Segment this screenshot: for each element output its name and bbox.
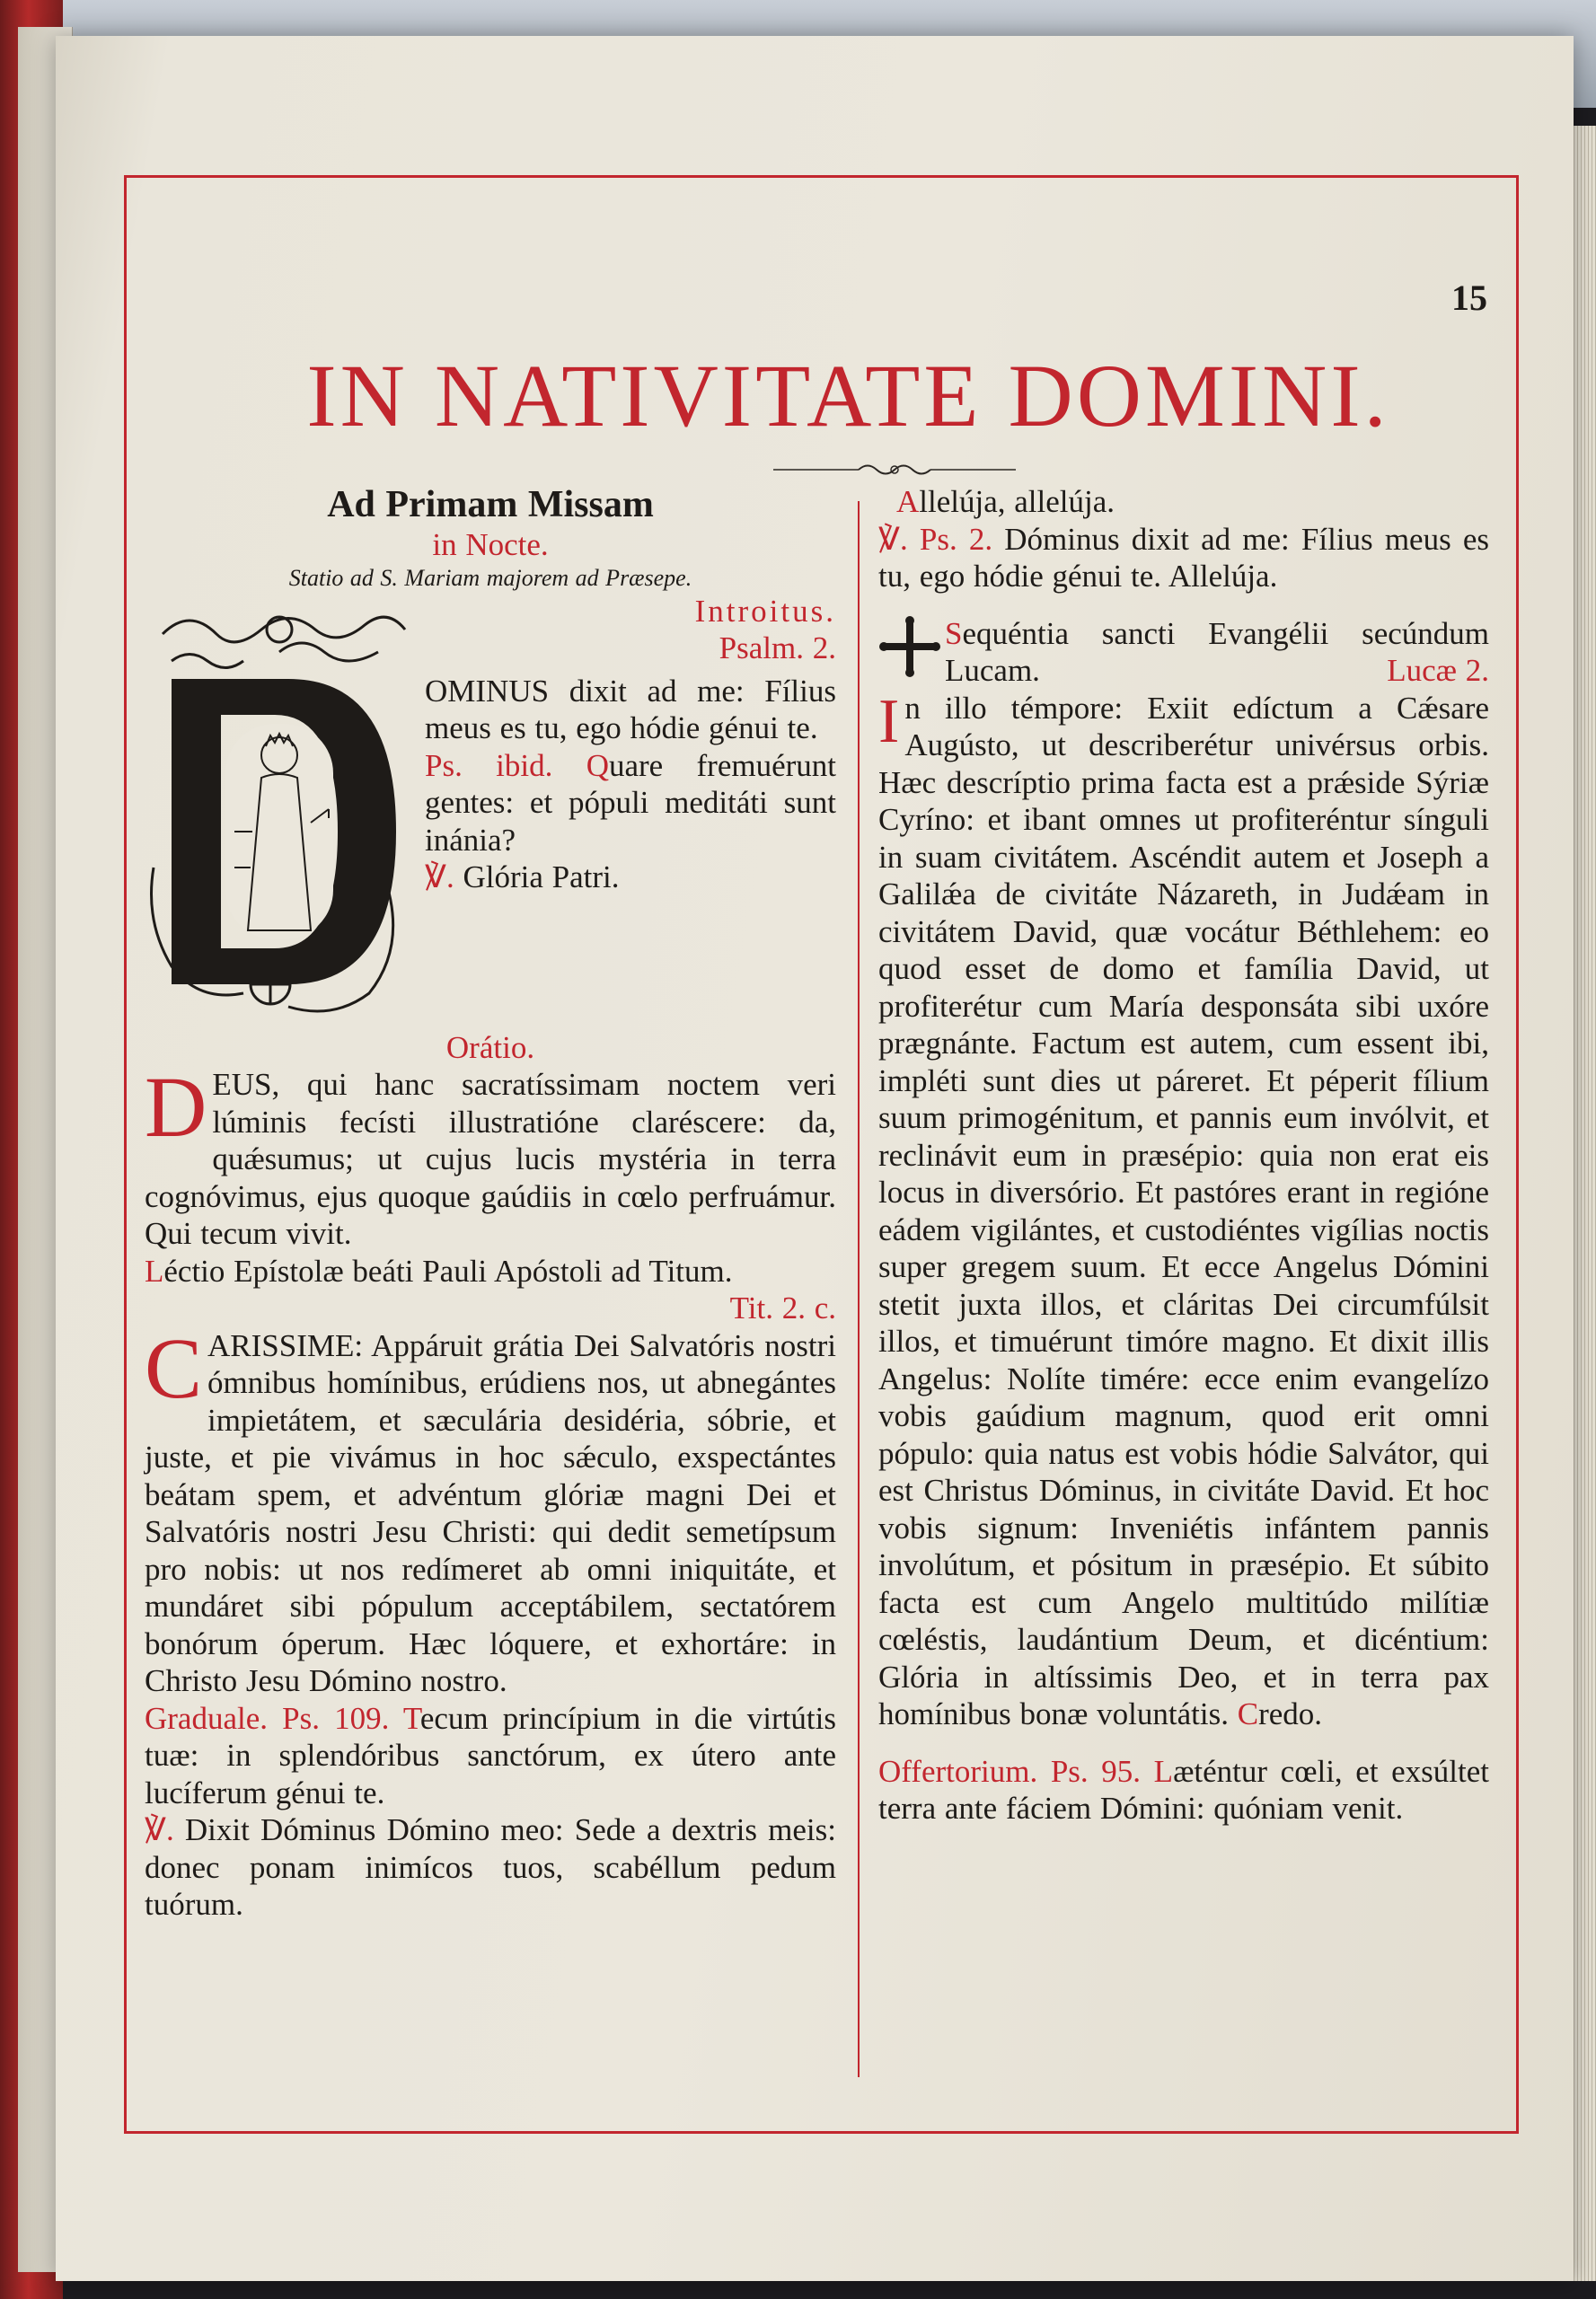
oratio-body: , qui hanc sacratíssimam noctem veri lúminis fecísti illustratióne claréscere: da, quǽsumus; ut cujus lucis mystéria in terra cognóvimus, ejus quoque gaúdiis in cœlo perfruámur. Qui tecum vivit. <box>145 1067 836 1251</box>
left-column <box>145 483 836 1924</box>
graduale-versicle-icon: ℣. <box>145 1812 174 1847</box>
graduale <box>145 1700 836 1812</box>
spacer <box>878 595 1489 615</box>
oratio-initial: D <box>145 1059 207 1155</box>
alleluia-initial: A <box>896 484 920 519</box>
psalm-label: Ps. ibid. <box>425 747 553 783</box>
graduale-verse-text: Dixit Dóminus Dómino meo: Sede a dextris meis: donec ponam inimícos tuos, scabéllum pedum tuórum. <box>145 1812 836 1922</box>
right-column <box>878 483 1489 1828</box>
mass-subtitle: in Nocte. <box>432 527 549 562</box>
statio-line: Statio ad S. Mariam majorem ad Præsepe. <box>288 564 692 591</box>
oratio-text <box>145 1059 836 1253</box>
ornamental-cross-icon <box>878 615 941 678</box>
alleluia-versicle <box>878 521 1489 595</box>
introit-heading: Introitus. <box>694 593 836 629</box>
illuminated-initial-d-icon <box>145 598 414 1029</box>
initial-d-drawing <box>145 598 414 1029</box>
page-number: 15 <box>1451 277 1487 318</box>
versicle-text: Dóminus dixit ad me: Fílius meus es tu, ego hódie génui te. Allelúja. <box>878 521 1490 594</box>
epistle-text <box>145 1319 836 1700</box>
gospel-text <box>878 686 1489 1733</box>
lectio-ref: Tit. 2. c. <box>729 1290 836 1326</box>
sequentia-text: equéntia sancti Evangélii secúndum Lucam. <box>945 615 1489 688</box>
lectio-heading-text: éctio Epístolæ beáti Pauli Apóstoli ad Titum. <box>163 1253 733 1289</box>
ornamental-rule-icon <box>773 461 1016 479</box>
graduale-text: ecum princípium in die virtútis tuæ: in splendóribus sanctórum, ex útero ante lucíferum génui te. <box>145 1700 836 1810</box>
sequentia-ref: Lucæ 2. <box>1387 653 1489 688</box>
offertorium-label: Offertorium. Ps. 95. <box>878 1753 1142 1789</box>
offertorium-text: æténtur cœli, et exsúltet terra ante fáciem Dómini: quóniam venit. <box>878 1753 1490 1826</box>
credo-text: redo. <box>1258 1696 1323 1731</box>
gospel-initial: I <box>878 686 900 756</box>
epistle-body: : Appáruit grátia Dei Salvatóris nostri ómnibus homínibus, erúdiens nos, ut abnegántes impietátem, et sæculária desidéria, sóbrie, et juste, et pie vivámus in hoc sǽculo, exspectántes beátam spem, et advéntum glóriæ magni Dei et Salvatóris nostri Jesu Christi: qui dedit semetípsum pro nobis: ut nos redímeret ab omni iniquitáte, et mundáret sibi pópulum acceptábilem, sectatórem bonórum óperum. Hæc lóquere, et exhortáre: in Christo Jesu Dómino nostro. <box>145 1327 836 1698</box>
lectio-heading <box>145 1253 836 1326</box>
oratio-lead: EUS <box>212 1067 272 1102</box>
gloria-versicle-icon: ℣. <box>425 859 454 894</box>
psalm-text: uare fremuérunt gentes: et pópuli meditáti sunt inánia? <box>425 747 836 858</box>
book-page <box>56 36 1574 2281</box>
alleluia-text: llelúja, allelúja. <box>919 484 1115 519</box>
versicle-psalm-ref: Ps. 2. <box>907 521 993 557</box>
epistle-lead: ARISSIME <box>207 1327 355 1363</box>
introit-lead: OMINUS <box>425 673 550 709</box>
page-title: IN NATIVITATE DOMINI. <box>306 346 1390 445</box>
lectio-initial: L <box>145 1253 164 1289</box>
graduale-initial: T <box>402 1700 420 1736</box>
mass-title: Ad Primam Missam <box>327 484 654 525</box>
credo-initial: C <box>1237 1696 1259 1731</box>
offertorium-initial: L <box>1153 1753 1174 1789</box>
introit-body: dixit ad me: Fílius meus es tu, ego hódie génui te. <box>425 673 836 745</box>
sequentia-heading <box>878 615 1489 690</box>
spacer <box>878 1733 1489 1753</box>
graduale-verse <box>145 1811 836 1924</box>
graduale-label: Graduale. Ps. 109. <box>145 1700 390 1736</box>
versicle-icon: ℣. <box>878 521 908 557</box>
gospel-body: n illo témpore: Exiit edíctum a Cǽsare Augústo, ut describerétur univérsus orbis. Hæc descríptio prima facta est a prǽside Sýriæ Cyríno: et ibant omnes ut profiteréntur sínguli in suam civitátem. Ascéndit autem et Joseph a Galilǽa de civitáte Názareth, in Judǽam in civitátem David, quæ vocátur Béthlehem: eo quod esset de domo et família David, ut profiterétur cum María desponsáta sibi uxóre prægnánte. Factum est autem, cum essent ibi, impléti sunt dies ut páreret. Et péperit fílium suum primogénitum, et pannis eum invólvit, et reclinávit eum in præsépio: quia non erat eis locus in diversório. Et pastóres erant in regióne eádem vigilántes, et custodiéntes vigílias noctis super gregem suum. Et ecce Angelus Dómini stetit juxta illos, et cláritas Dei circumfúlsit illos, et timuérunt timóre magno. Et dixit illis Angelus: Nolíte timére: ecce enim evangelízo vobis gaúdium magnum, quod erit omni pópulo: quia natus est vobis hódie Salvátor, qui est Christus Dóminus, in civitáte David. Et hoc vobis signum: Inveniétis infántem pannis involútum, et pósitum in præsépio. Et súbito facta est cum Angelo multitúdo milítiæ cœléstis, laudántium Deum, et dicéntium: Glória in altíssimis Deo, et in terra pax homínibus bonæ voluntátis. <box>878 690 1489 1731</box>
sequentia-initial: S <box>945 615 963 651</box>
psalm-initial: Q <box>586 747 609 783</box>
oratio-heading: Orátio. <box>445 1029 535 1065</box>
alleluia-line <box>878 483 1489 521</box>
page-frame <box>124 175 1519 2134</box>
offertorium <box>878 1753 1489 1828</box>
introit-psalm-ref: Psalm. 2. <box>719 630 836 665</box>
epistle-initial: C <box>145 1319 203 1416</box>
column-divider <box>858 501 860 2077</box>
gloria-text: Glória Patri. <box>454 859 620 894</box>
